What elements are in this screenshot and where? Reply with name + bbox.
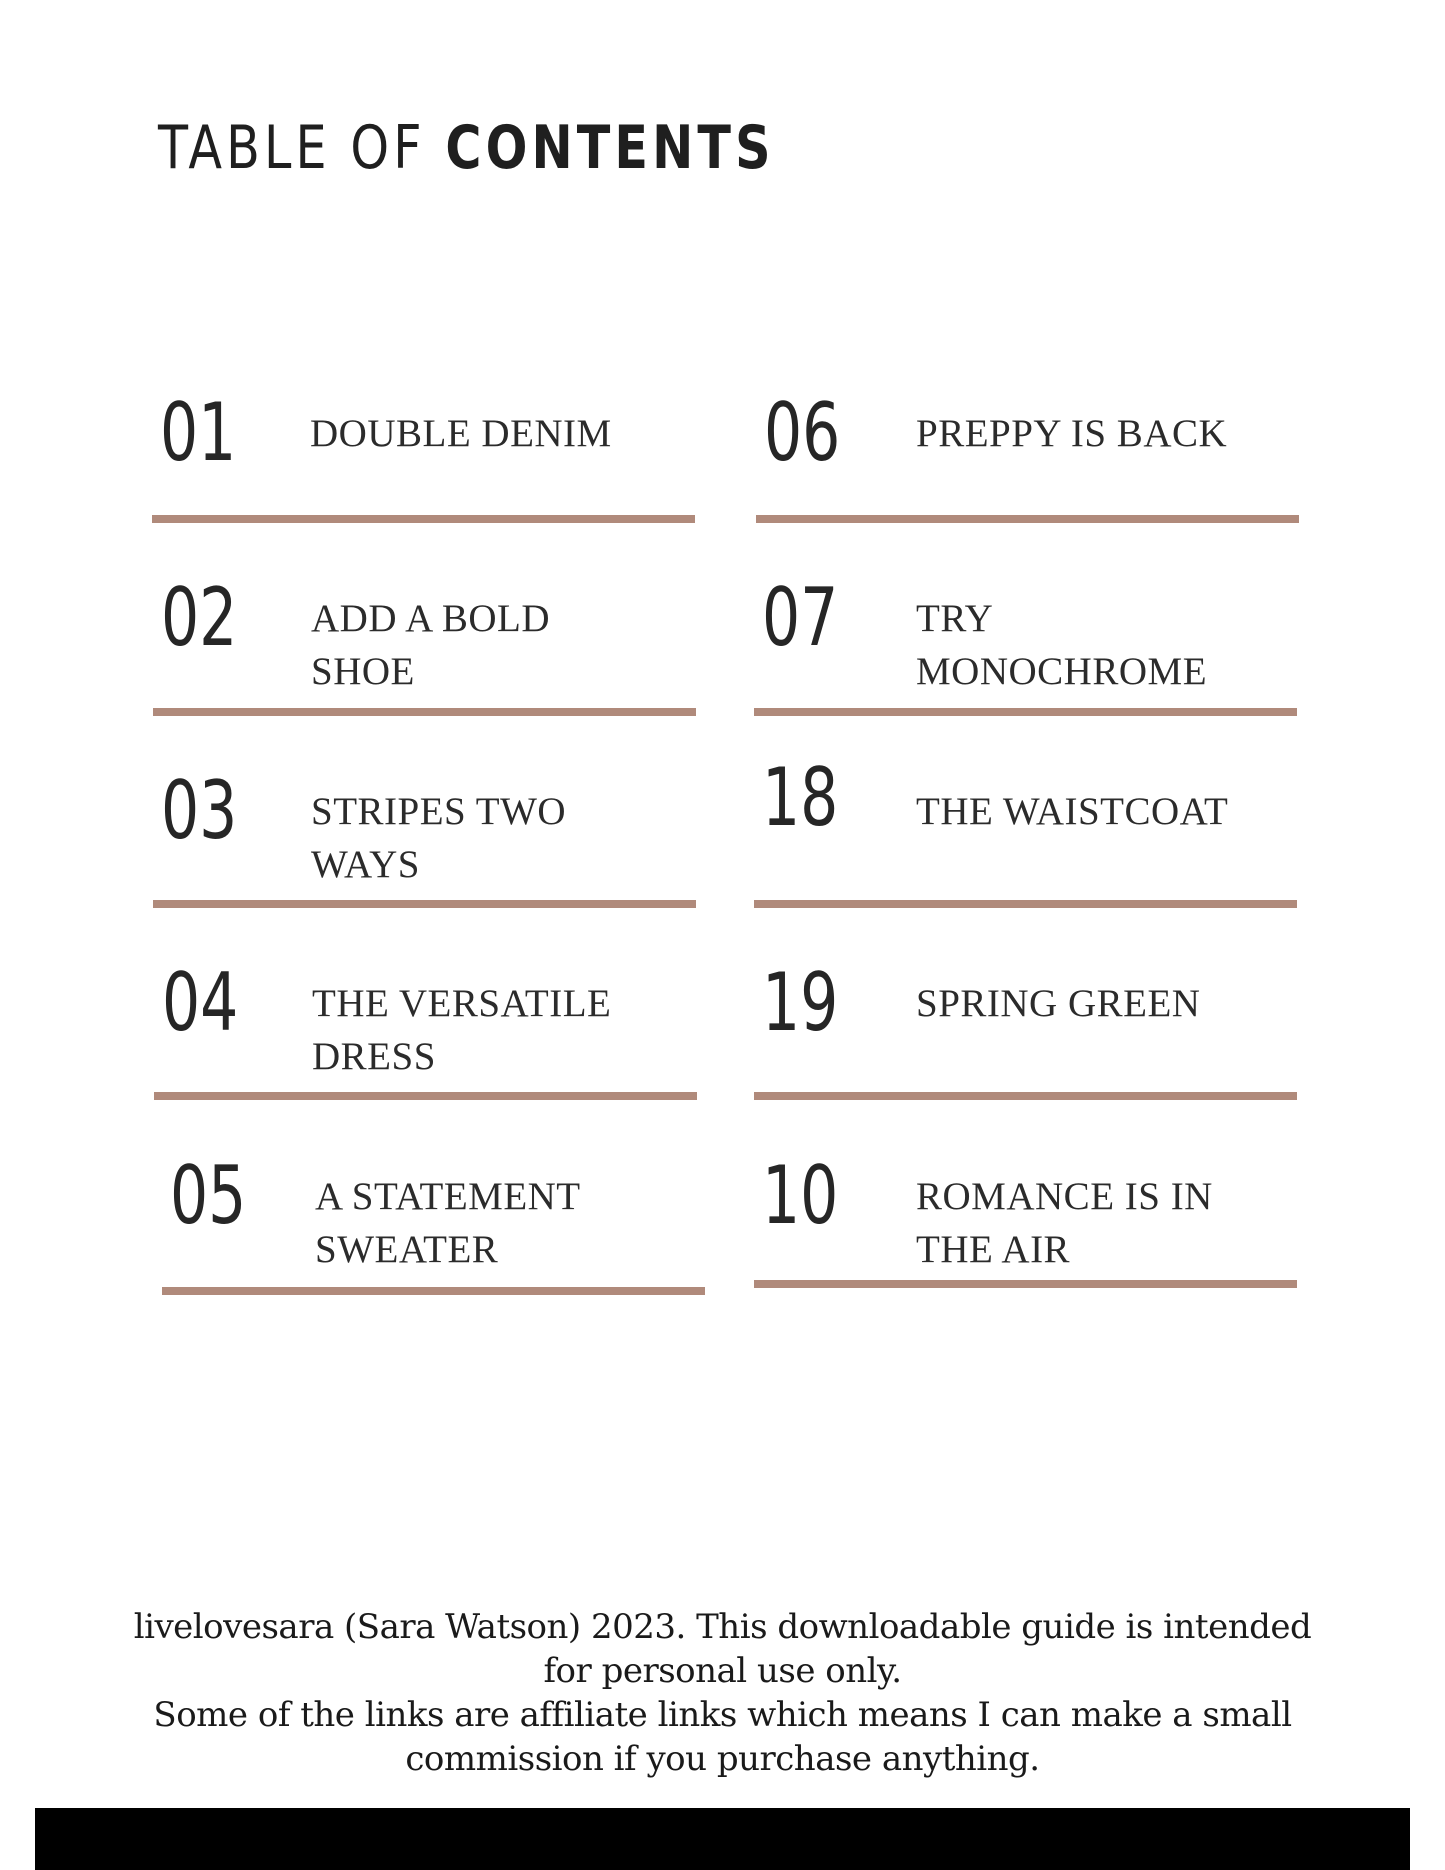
toc-divider bbox=[754, 1280, 1297, 1288]
toc-entry-number: 01 bbox=[160, 386, 237, 479]
toc-entry-07[interactable] bbox=[754, 571, 1297, 728]
toc-entry-10[interactable] bbox=[754, 1149, 1297, 1306]
toc-divider bbox=[162, 1287, 705, 1295]
toc-entry-label: ROMANCE IS IN THE AIR bbox=[916, 1175, 1213, 1271]
toc-entry-number: 19 bbox=[762, 956, 839, 1049]
toc-divider bbox=[154, 1092, 697, 1100]
toc-entry-number: 04 bbox=[162, 956, 239, 1049]
toc-entry-02[interactable] bbox=[153, 571, 696, 728]
toc-entry-03[interactable] bbox=[153, 764, 696, 921]
toc-entry-label: THE WAISTCOAT bbox=[916, 790, 1229, 833]
page-title-light: TABLE OF bbox=[158, 113, 426, 183]
toc-entry-04[interactable] bbox=[154, 956, 697, 1113]
toc-entry-number: 10 bbox=[762, 1149, 839, 1242]
toc-entry-label: A STATEMENT SWEATER bbox=[315, 1175, 581, 1271]
toc-entry-18[interactable] bbox=[754, 751, 1297, 908]
toc-divider bbox=[153, 708, 696, 716]
toc-entry-01[interactable] bbox=[152, 386, 695, 543]
toc-entry-number: 03 bbox=[161, 764, 238, 857]
toc-entry-number: 07 bbox=[762, 571, 839, 664]
toc-entry-label: STRIPES TWO WAYS bbox=[311, 790, 567, 886]
bottom-bar bbox=[35, 1808, 1410, 1870]
toc-entry-number: 02 bbox=[161, 571, 238, 664]
page-title bbox=[158, 113, 775, 183]
footer-copyright: livelovesara (Sara Watson) 2023. This downloadable guide is intended for personal use only. bbox=[133, 1607, 1312, 1691]
toc-entry-05[interactable] bbox=[162, 1149, 705, 1306]
toc-entry-label: TRY MONOCHROME bbox=[916, 597, 1208, 693]
footer-disclaimer bbox=[120, 1605, 1325, 1781]
page-title-bold: CONTENTS bbox=[445, 113, 775, 183]
footer-affiliate-note: Some of the links are affiliate links which means I can make a small commission if you purchase anything. bbox=[153, 1695, 1292, 1779]
toc-entry-number: 18 bbox=[762, 751, 839, 844]
toc-divider bbox=[754, 1092, 1297, 1100]
toc-divider bbox=[152, 515, 695, 523]
toc-entry-19[interactable] bbox=[754, 956, 1297, 1113]
toc-entry-number: 05 bbox=[170, 1149, 247, 1242]
toc-divider bbox=[754, 900, 1297, 908]
toc-entry-label: SPRING GREEN bbox=[916, 982, 1201, 1025]
toc-entry-06[interactable] bbox=[756, 386, 1299, 543]
toc-divider bbox=[153, 900, 696, 908]
toc-entry-label: THE VERSATILE DRESS bbox=[312, 982, 612, 1078]
toc-entry-label: ADD A BOLD SHOE bbox=[311, 597, 551, 693]
toc-entry-label: PREPPY IS BACK bbox=[916, 412, 1228, 455]
toc-divider bbox=[754, 708, 1297, 716]
toc-entry-number: 06 bbox=[764, 386, 841, 479]
toc-entry-label: DOUBLE DENIM bbox=[310, 412, 612, 455]
toc-divider bbox=[756, 515, 1299, 523]
